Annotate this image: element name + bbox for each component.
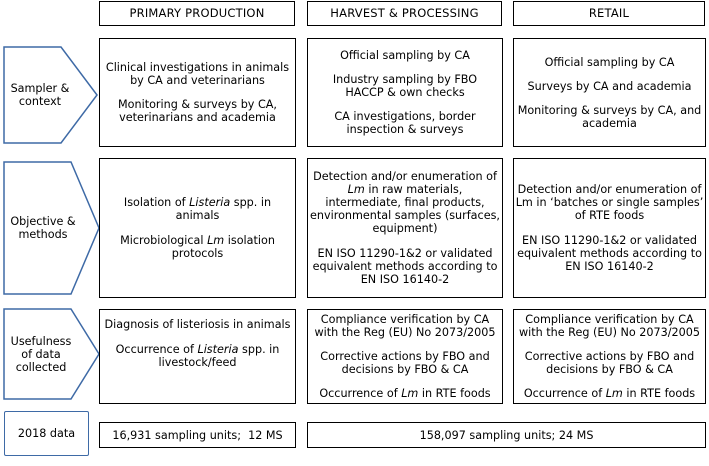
cell-usefulness-harvest: Compliance verification by CA with the Reg (EU) No 2073/2005 Corrective actions by FBO and decisions by FBO & CA Occurrence of Lm in RTE foods — [307, 309, 503, 404]
header-harvest-label: HARVEST & PROCESSING — [330, 6, 479, 20]
cell-usefulness-retail: Compliance verification by CA with the Reg (EU) No 2073/2005 Corrective actions by FBO and decisions by FBO & CA Occurrence of Lm in RTE foods — [513, 309, 706, 404]
row-label-2018-data — [4, 411, 89, 456]
cell-sampler-harvest: Official sampling by CA Industry sampling by FBO HACCP & own checks CA investigations, border inspection & surveys — [307, 38, 503, 147]
cell-objective-harvest: Detection and/or enumeration of Lm in raw materials, intermediate, final products, environmental samples (surfaces, equipment) EN ISO 11290-1&2 or validated equivalent methods according to EN ISO 16140-2 — [307, 158, 503, 298]
header-harvest-processing — [307, 1, 502, 26]
cell-2018-harvest-retail: 158,097 sampling units; 24 MS — [307, 422, 706, 448]
header-retail-label: RETAIL — [588, 6, 630, 20]
cell-2018-primary: 16,931 sampling units; 12 MS — [99, 422, 296, 448]
header-primary-production — [99, 1, 295, 26]
row-label-sampler-context — [3, 46, 99, 144]
header-retail — [513, 1, 705, 26]
row-label-text: Usefulness of data collected — [10, 334, 72, 374]
header-primary-label: PRIMARY PRODUCTION — [129, 6, 265, 20]
row-label-text: Objective & methods — [10, 215, 76, 241]
cell-usefulness-primary: Diagnosis of listeriosis in animals Occurrence of Listeria spp. in livestock/feed — [99, 309, 296, 404]
row-label-usefulness — [3, 308, 101, 400]
cell-objective-retail: Detection and/or enumeration of Lm in ‘batches or single samples’ of RTE foods EN ISO 11290-1&2 or validated equivalent methods according to EN ISO 16140-2 — [513, 158, 706, 298]
cell-sampler-retail: Official sampling by CA Surveys by CA and academia Monitoring & surveys by CA, and academia — [513, 38, 706, 147]
row-label-text: Sampler & context — [10, 82, 70, 108]
row-label-text: 2018 data — [17, 427, 76, 440]
cell-sampler-primary: Clinical investigations in animals by CA and veterinarians Monitoring & surveys by CA, veterinarians and academia — [99, 38, 296, 147]
cell-objective-primary: Isolation of Listeria spp. in animals Microbiological Lm isolation protocols — [99, 158, 296, 298]
row-label-objective-methods — [3, 161, 101, 295]
